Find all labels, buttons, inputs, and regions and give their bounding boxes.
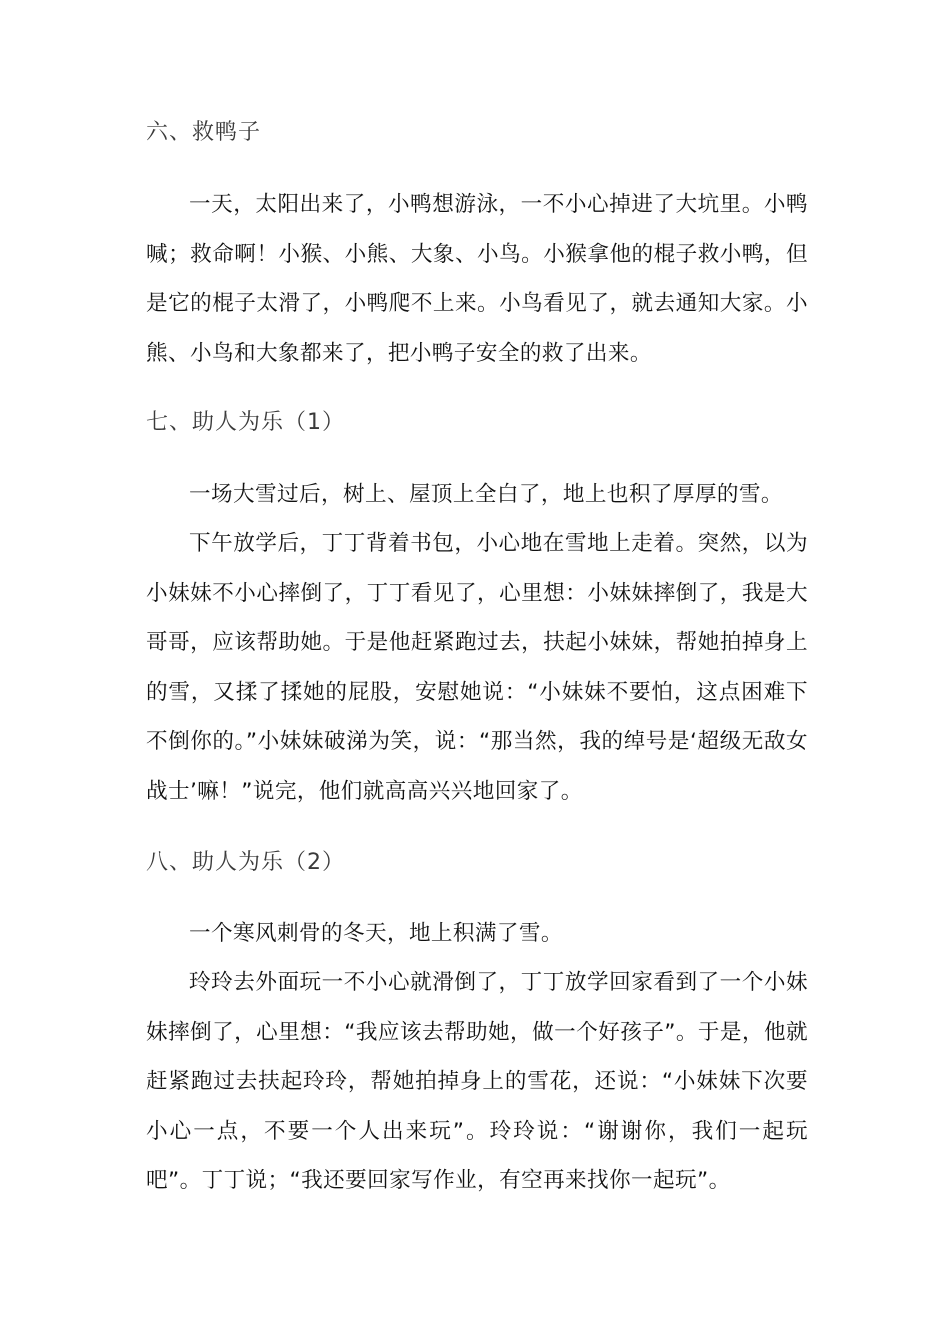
section-8-paragraph-2: 玲玲去外面玩一不小心就滑倒了，丁丁放学回家看到了一个小妹妹摔倒了，心里想：“我应该去帮助她，做一个好孩子”。于是，他就赶紧跑过去扶起玲玲，帮她拍掉身上的雪花，还说：“小妹妹下次要小心一点，不要一个人出来玩”。玲玲说：“谢谢你，我们一起玩吧”。丁丁说；“我还要回家写作业，有空再来找你一起玩”。 [146, 970, 808, 1193]
section-7-paragraph-2: 下午放学后，丁丁背着书包，小心地在雪地上走着。突然，以为小妹妹不小心摔倒了，丁丁看见了，心里想：小妹妹摔倒了，我是大哥哥，应该帮助她。于是他赶紧跑过去，扶起小妹妹，帮她拍掉身上的雪，又揉了揉她的屁股，安慰她说：“小妹妹不要怕，这点困难下不倒你的。”小妹妹破涕为笑，说：“那当然，我的绰号是‘超级无敌女战士’嘛！”说完，他们就高高兴兴地回家了。 [146, 531, 808, 804]
section-heading-7: 七、助人为乐（1） [146, 410, 345, 435]
section-7-paragraph-1: 一场大雪过后，树上、屋顶上全白了，地上也积了厚厚的雪。 [189, 482, 783, 507]
section-heading-8: 八、助人为乐（2） [146, 850, 345, 875]
section-6-paragraph-1: 一天，太阳出来了，小鸭想游泳，一不小心掉进了大坑里。小鸭喊；救命啊！小猴、小熊、大象、小鸟。小猴拿他的棍子救小鸭，但是它的棍子太滑了，小鸭爬不上来。小鸟看见了，就去通知大家。小熊、小鸟和大象都来了，把小鸭子安全的救了出来。 [146, 192, 808, 366]
section-8-paragraph-1: 一个寒风刺骨的冬天，地上积满了雪。 [189, 921, 563, 946]
section-heading-6: 六、救鸭子 [146, 120, 262, 145]
